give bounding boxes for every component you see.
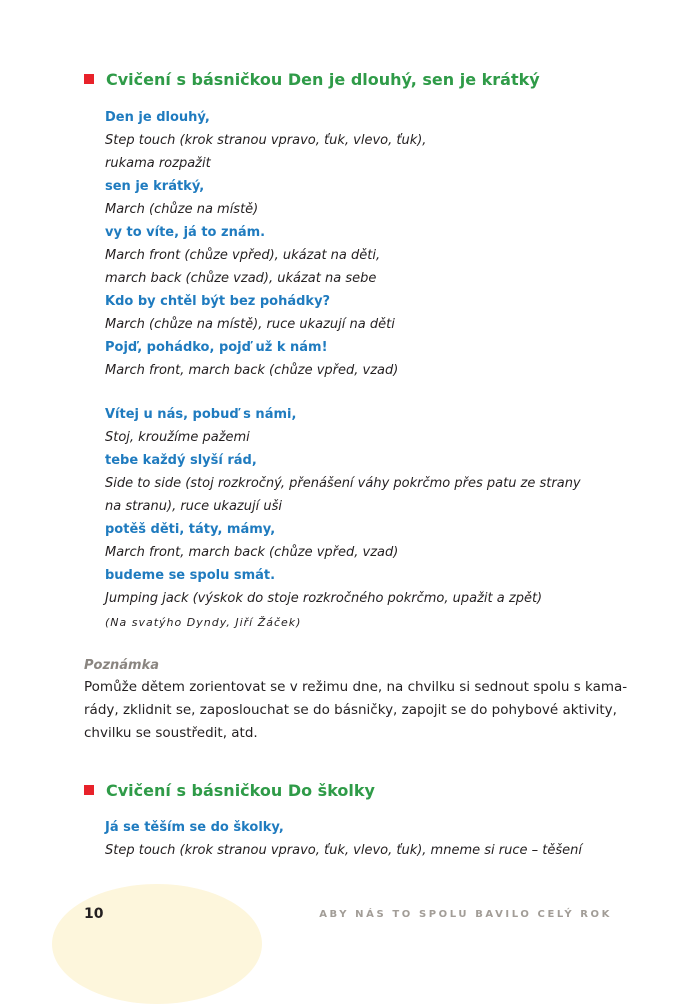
instruction-line: rukama rozpažit: [105, 156, 211, 171]
instruction-line: March (chůze na místě): [105, 202, 259, 217]
note-text-line: chvilku se soustředit, atd.: [84, 725, 258, 741]
note-text-line: Pomůže dětem zorientovat se v režimu dne, na chvilku si sednout spolu s kama-: [84, 679, 628, 695]
instruction-line: Side to side (stoj rozkročný, přenášení váhy pokrčmo přes patu ze strany: [105, 476, 581, 491]
section-heading-1: [84, 68, 624, 90]
red-square-bullet-icon: [84, 785, 94, 795]
verse-line: Já se těším se do školky,: [105, 820, 284, 835]
instruction-line: March (chůze na místě), ruce ukazují na děti: [105, 317, 395, 332]
verse-line: Kdo by chtěl být bez pohádky?: [105, 294, 331, 309]
verse-line: Pojď, pohádko, pojď už k nám!: [105, 340, 328, 355]
verse-line: potěš děti, táty, mámy,: [105, 522, 276, 537]
instruction-line: Stoj, kroužíme pažemi: [105, 430, 250, 445]
running-footer-title: ABY NÁS TO SPOLU BAVILO CELÝ ROK: [319, 909, 612, 920]
instruction-line: na stranu), ruce ukazují uši: [105, 499, 282, 514]
verse-line: vy to víte, já to znám.: [105, 225, 266, 240]
verse-line: budeme se spolu smát.: [105, 568, 276, 583]
note-label: Poznámka: [84, 658, 160, 673]
footer-decoration: [52, 884, 262, 1004]
note-block: [84, 656, 628, 745]
instruction-line: Step touch (krok stranou vpravo, ťuk, vlevo, ťuk), mneme si ruce – těšení: [105, 843, 582, 858]
instruction-line: March front, march back (chůze vpřed, vzad): [105, 545, 399, 560]
instruction-line: march back (chůze vzad), ukázat na sebe: [105, 271, 377, 286]
page-number: 10: [84, 906, 104, 922]
verse-line: sen je krátký,: [105, 179, 205, 194]
instruction-line: Jumping jack (výskok do stoje rozkročného pokrčmo, upažit a zpět): [105, 591, 543, 606]
poem-stanza-1: [105, 106, 625, 382]
section-heading-2: [84, 779, 624, 801]
red-square-bullet-icon: [84, 74, 94, 84]
instruction-line: March front, march back (chůze vpřed, vzad): [105, 363, 399, 378]
note-text-line: rády, zklidnit se, zaposlouchat se do básničky, zapojit se do pohybové aktivity,: [84, 702, 617, 718]
instruction-line: Step touch (krok stranou vpravo, ťuk, vlevo, ťuk),: [105, 133, 427, 148]
poem-source-citation: (Na svatýho Dyndy, Jiří Žáček): [105, 616, 302, 629]
verse-line: Vítej u nás, pobuď s námi,: [105, 407, 297, 422]
section-title: Cvičení s básničkou Den je dlouhý, sen je krátký: [106, 69, 540, 89]
verse-line: Den je dlouhý,: [105, 110, 210, 125]
poem-stanza-3: [105, 816, 625, 862]
verse-line: tebe každý slyší rád,: [105, 453, 257, 468]
section-title: Cvičení s básničkou Do školky: [106, 780, 375, 800]
poem-stanza-2: [105, 403, 625, 610]
instruction-line: March front (chůze vpřed), ukázat na děti,: [105, 248, 381, 263]
